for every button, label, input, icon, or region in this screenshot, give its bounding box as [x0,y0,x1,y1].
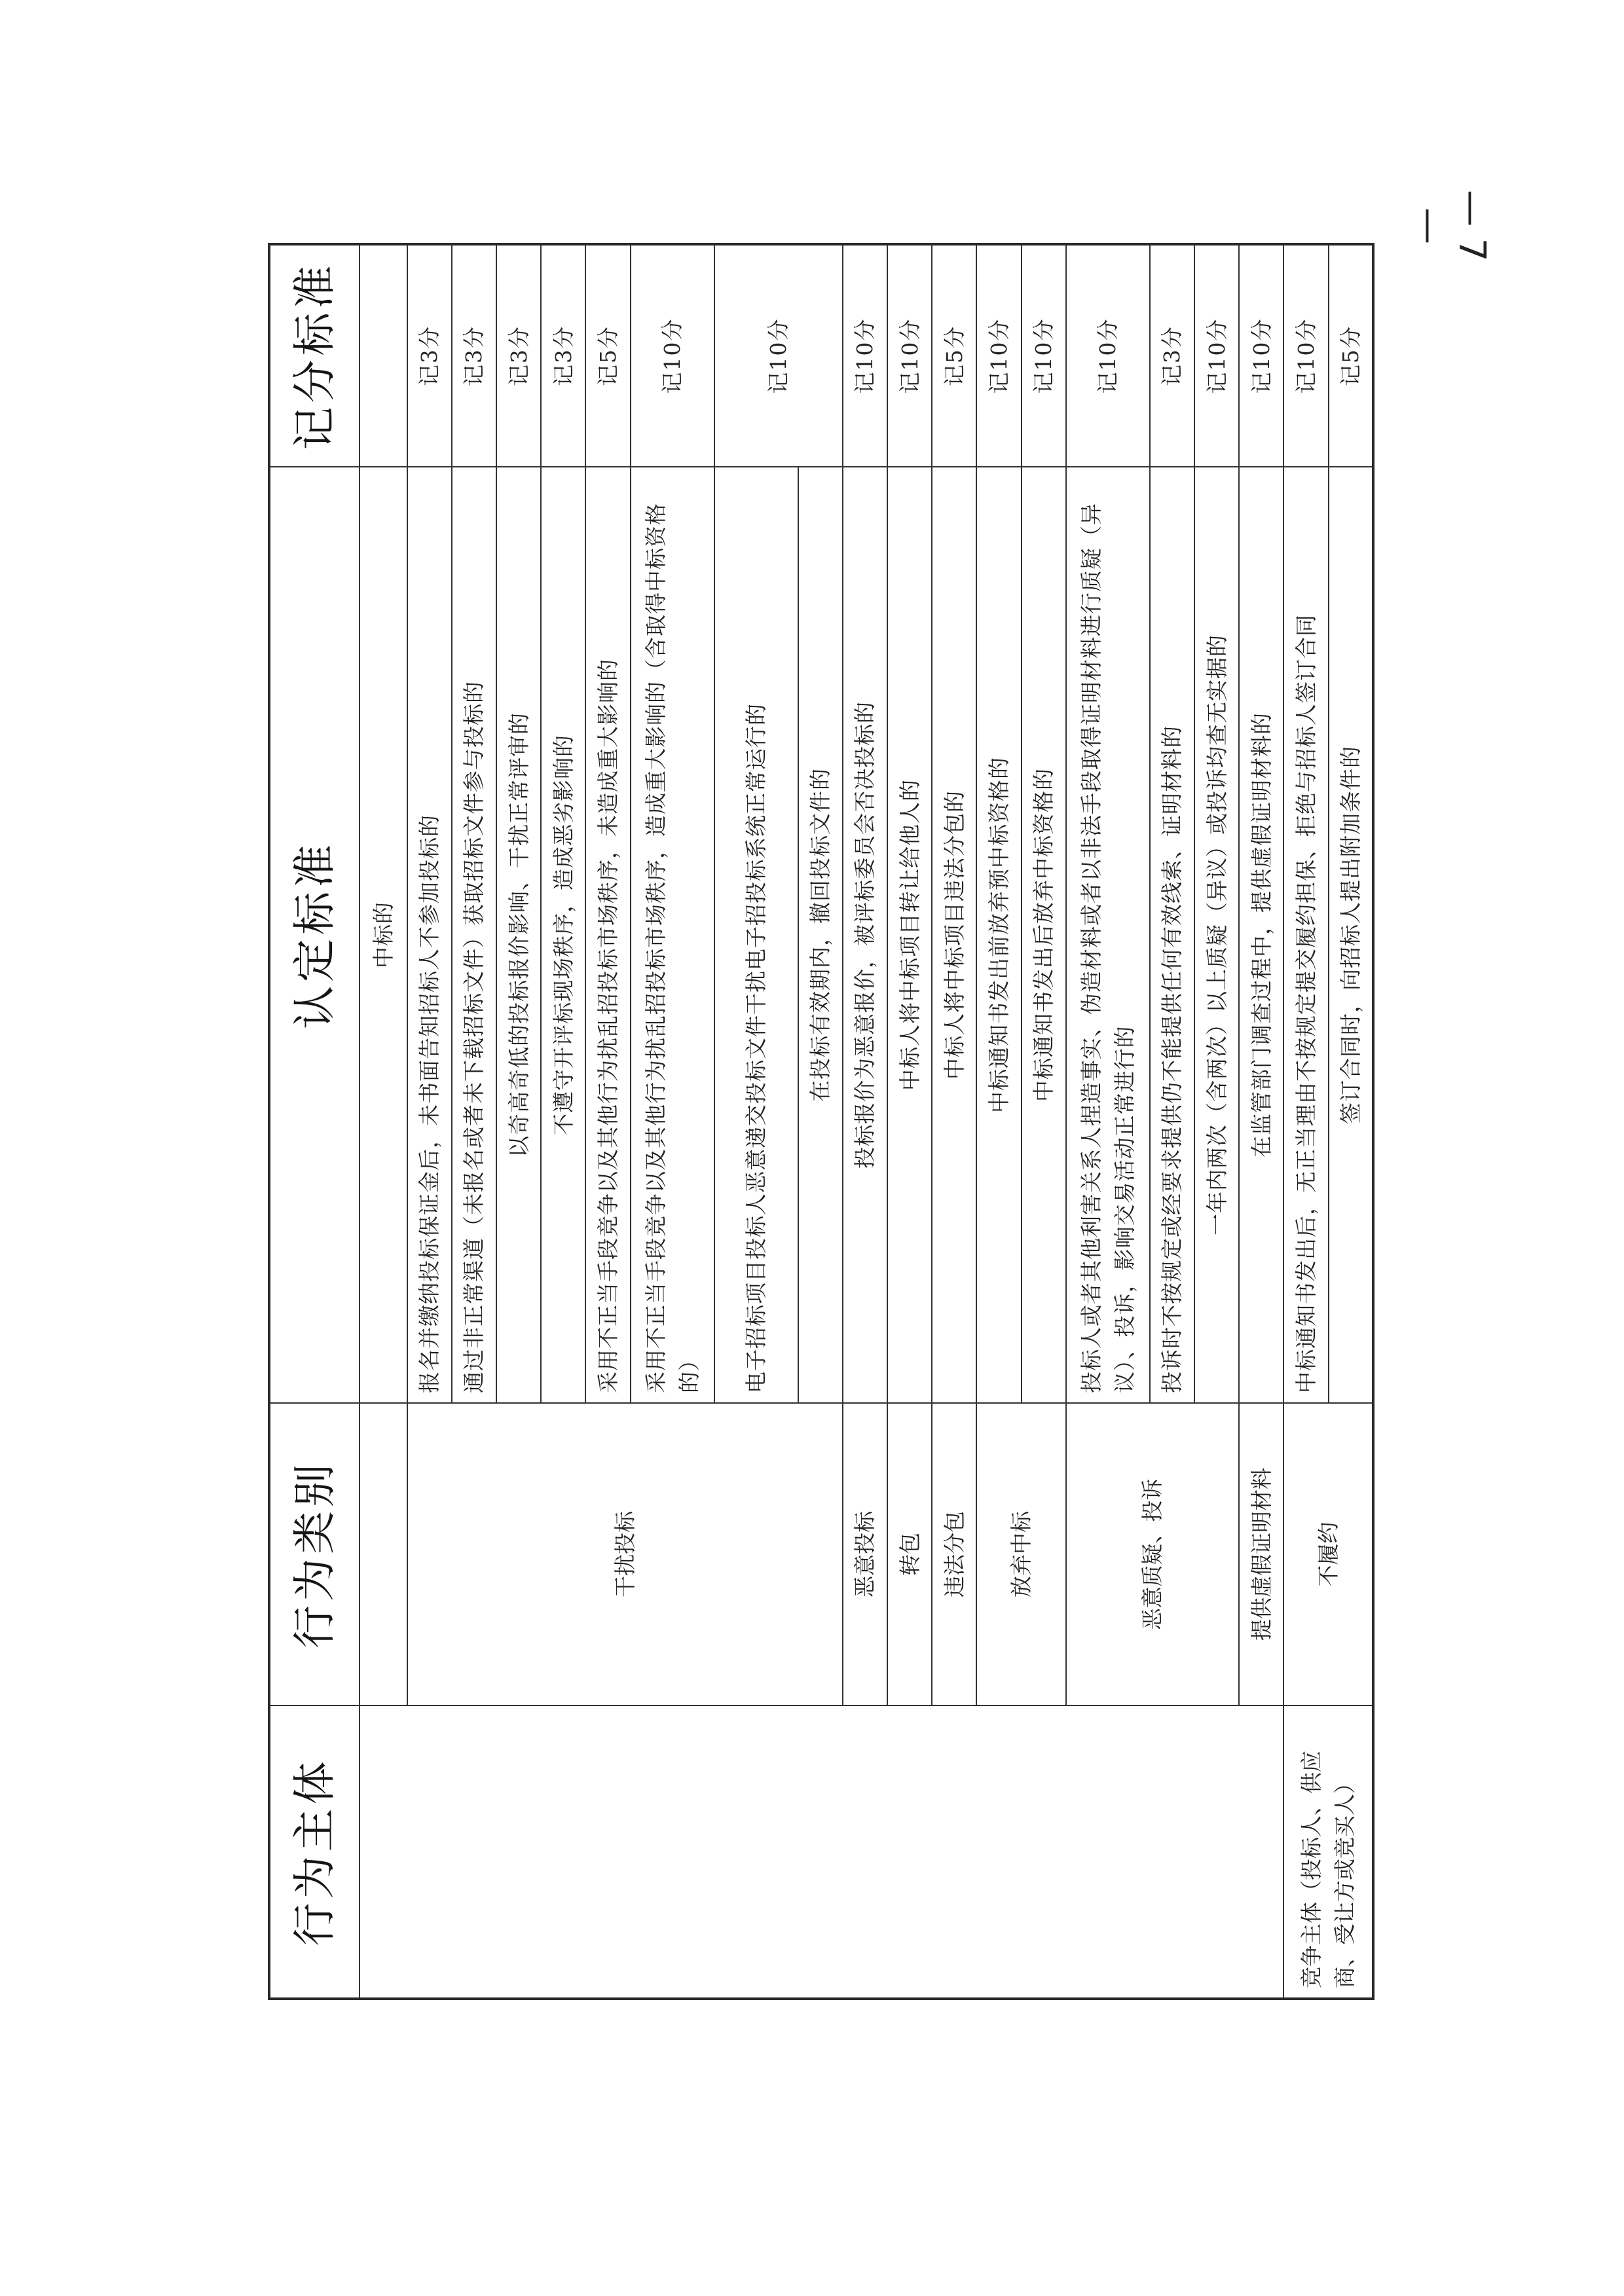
category-cell: 放弃中标 [976,1403,1065,1705]
table-header-row [269,244,360,1999]
page-number: — 7 — [1408,190,1493,262]
criteria-cell: 采用不正当手段竞争以及其他行为扰乱招投标市场秩序，未造成重大影响的 [585,467,630,1403]
criteria-cell: 中标通知书发出后，无正当理由不按规定提交履约担保、拒绝与招标人签订合同 [1283,467,1328,1403]
criteria-cell: 投标报价为恶意报价，被评标委员会否决投标的 [843,467,887,1403]
score-cell: 记10分 [1066,244,1150,467]
score-cell: 记3分 [496,244,541,467]
score-cell: 记3分 [407,244,452,467]
score-cell: 记5分 [1329,244,1373,467]
header-category: 行为类别 [269,1403,360,1705]
category-cell: 转包 [887,1403,932,1705]
criteria-cell: 在监管部门调查过程中，提供虚假证明材料的 [1239,467,1283,1403]
scoring-table [268,243,1375,2000]
score-cell: 记10分 [1022,244,1066,467]
criteria-cell: 中标人将中标项目违法分包的 [932,467,976,1403]
subject-cell [360,1705,1283,1999]
header-criteria: 认定标准 [269,467,360,1403]
criteria-cell: 签订合同时，向招标人提出附加条件的 [1329,467,1373,1403]
score-cell: 记10分 [714,244,843,467]
score-cell: 记3分 [452,244,496,467]
score-cell: 记10分 [631,244,714,467]
subject-cell: 竞争主体（投标人、供应商、受让方或竞买人） [1283,1705,1373,1999]
score-cell: 记10分 [1239,244,1283,467]
criteria-cell: 通过非正常渠道（未报名或者未下载招标文件）获取招标文件参与投标的 [452,467,496,1403]
criteria-cell: 不遵守开评标现场秩序，造成恶劣影响的 [541,467,585,1403]
score-cell: 记10分 [843,244,887,467]
criteria-cell: 报名并缴纳投标保证金后，未书面告知招标人不参加投标的 [407,467,452,1403]
criteria-cell: 投诉时不按规定或经要求提供仍不能提供任何有效线索、证明材料的 [1150,467,1194,1403]
criteria-cell: 中标人将中标项目转让给他人的 [887,467,932,1403]
score-cell: 记5分 [932,244,976,467]
score-cell: 记10分 [1194,244,1239,467]
category-cell: 违法分包 [932,1403,976,1705]
category-cell: 恶意投标 [843,1403,887,1705]
criteria-cell: 中标通知书发出前放弃预中标资格的 [976,467,1021,1403]
score-cell: 记3分 [1150,244,1194,467]
table-row [360,244,407,1999]
score-cell [360,244,407,467]
category-cell: 干扰投标 [407,1403,843,1705]
table-row [1283,244,1328,1999]
score-cell: 记10分 [1283,244,1328,467]
criteria-cell: 中标的 [360,467,407,1403]
category-cell: 恶意质疑、投诉 [1066,1403,1239,1705]
header-score: 记分标准 [269,244,360,467]
criteria-cell: 电子招标项目投标人恶意递交投标文件干扰电子招投标系统正常运行的 [714,467,798,1403]
category-cell: 提供虚假证明材料 [1239,1403,1283,1705]
criteria-cell: 采用不正当手段竞争以及其他行为扰乱招投标市场秩序，造成重大影响的（含取得中标资格的） [631,467,714,1403]
category-cell-empty [360,1403,407,1705]
score-cell: 记10分 [976,244,1021,467]
criteria-cell: 中标通知书发出后放弃中标资格的 [1022,467,1066,1403]
rotated-page-content [268,246,1375,2000]
criteria-cell: 投标人或者其他利害关系人捏造事实、伪造材料或者以非法手段取得证明材料进行质疑（异议）、投诉，影响交易活动正常进行的 [1066,467,1150,1403]
category-cell: 不履约 [1283,1403,1373,1705]
criteria-cell: 以奇高奇低的投标报价影响、干扰正常评审的 [496,467,541,1403]
score-cell: 记5分 [585,244,630,467]
score-cell: 记10分 [887,244,932,467]
header-subject: 行为主体 [269,1705,360,1999]
criteria-cell: 在投标有效期内，撤回投标文件的 [798,467,843,1403]
criteria-cell: 一年内两次（含两次）以上质疑（异议）或投诉均查无实据的 [1194,467,1239,1403]
score-cell: 记3分 [541,244,585,467]
